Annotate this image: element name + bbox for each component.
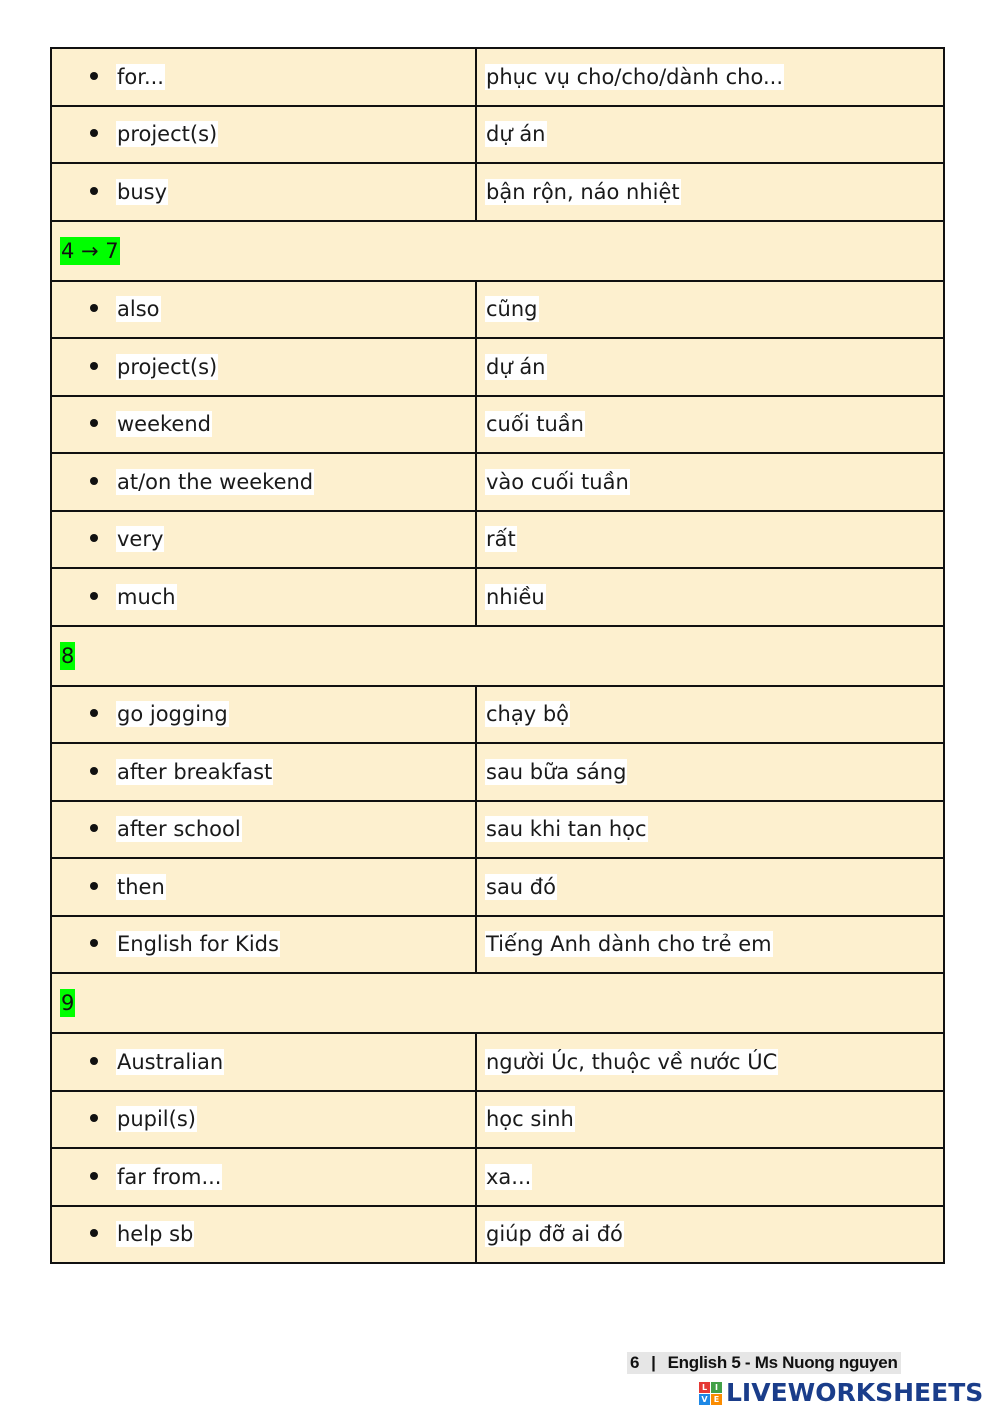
logo-tile: I xyxy=(711,1382,722,1393)
vocab-row xyxy=(51,511,944,569)
bullet-icon xyxy=(90,72,98,80)
bullet-icon xyxy=(90,1114,98,1122)
bullet-icon xyxy=(90,709,98,717)
vocab-meaning: rất xyxy=(486,527,516,552)
term-cell xyxy=(51,568,476,626)
vocab-term: much xyxy=(117,584,176,609)
vocab-meaning: bận rộn, náo nhiệt xyxy=(486,179,680,204)
meaning-cell xyxy=(476,801,944,859)
vocab-meaning: dự án xyxy=(486,122,546,147)
vocab-term: project(s) xyxy=(117,354,218,379)
vocab-row xyxy=(51,396,944,454)
bullet-icon xyxy=(90,129,98,137)
vocab-term: then xyxy=(117,874,165,899)
vocab-term: Australian xyxy=(117,1049,224,1074)
meaning-cell xyxy=(476,453,944,511)
vocab-meaning: người Úc, thuộc về nước ÚC xyxy=(486,1049,778,1074)
section-label: 4 → 7 xyxy=(61,238,119,263)
term-cell xyxy=(51,511,476,569)
meaning-cell xyxy=(476,1033,944,1091)
vocab-term: busy xyxy=(117,179,168,204)
vocab-row xyxy=(51,858,944,916)
term-cell xyxy=(51,453,476,511)
bullet-icon xyxy=(90,534,98,542)
term-cell xyxy=(51,1091,476,1149)
term-cell xyxy=(51,1033,476,1091)
term-cell xyxy=(51,281,476,339)
vocab-meaning: phục vụ cho/cho/dành cho... xyxy=(486,64,783,89)
vocab-meaning: vào cuối tuần xyxy=(486,469,629,494)
bullet-icon xyxy=(90,767,98,775)
section-header-cell xyxy=(51,973,944,1033)
meaning-cell xyxy=(476,568,944,626)
liveworksheets-logo-icon xyxy=(699,1382,722,1405)
meaning-cell xyxy=(476,1091,944,1149)
meaning-cell xyxy=(476,1206,944,1264)
vocab-term: at/on the weekend xyxy=(117,469,314,494)
meaning-cell xyxy=(476,396,944,454)
vocab-row xyxy=(51,338,944,396)
meaning-cell xyxy=(476,858,944,916)
footer-title: English 5 - Ms Nuong nguyen xyxy=(667,1353,898,1372)
bullet-icon xyxy=(90,939,98,947)
bullet-icon xyxy=(90,824,98,832)
vocab-meaning: sau đó xyxy=(486,874,556,899)
term-cell xyxy=(51,1206,476,1264)
section-header-row xyxy=(51,626,944,686)
bullet-icon xyxy=(90,304,98,312)
meaning-cell xyxy=(476,743,944,801)
vocab-term: far from... xyxy=(117,1164,222,1189)
term-cell xyxy=(51,743,476,801)
meaning-cell xyxy=(476,916,944,974)
bullet-icon xyxy=(90,187,98,195)
vocab-term: help sb xyxy=(117,1222,194,1247)
bullet-icon xyxy=(90,1229,98,1237)
vocab-term: after breakfast xyxy=(117,759,273,784)
term-cell xyxy=(51,858,476,916)
section-header-cell xyxy=(51,626,944,686)
section-label: 9 xyxy=(61,991,75,1015)
vocab-row xyxy=(51,163,944,221)
bullet-icon xyxy=(90,1057,98,1065)
meaning-cell xyxy=(476,338,944,396)
bullet-icon xyxy=(90,1172,98,1180)
meaning-cell xyxy=(476,106,944,164)
term-cell xyxy=(51,163,476,221)
meaning-cell xyxy=(476,48,944,106)
section-header-row xyxy=(51,973,944,1033)
bullet-icon xyxy=(90,362,98,370)
section-header-cell xyxy=(51,221,944,281)
liveworksheets-brand[interactable] xyxy=(699,1378,983,1408)
bullet-icon xyxy=(90,419,98,427)
vocab-meaning: xa... xyxy=(486,1164,532,1189)
vocab-row xyxy=(51,1091,944,1149)
vocab-term: very xyxy=(117,527,164,552)
term-cell xyxy=(51,396,476,454)
vocab-meaning: nhiều xyxy=(486,584,545,609)
vocab-row xyxy=(51,743,944,801)
vocab-row xyxy=(51,281,944,339)
vocab-row xyxy=(51,1206,944,1264)
vocabulary-table-body xyxy=(51,48,944,1263)
vocab-row xyxy=(51,1148,944,1206)
meaning-cell xyxy=(476,686,944,744)
brand-name: LIVEWORKSHEETS xyxy=(726,1378,984,1407)
term-cell xyxy=(51,338,476,396)
vocab-term: after school xyxy=(117,817,241,842)
vocab-term: pupil(s) xyxy=(117,1107,196,1132)
logo-tile: V xyxy=(699,1394,710,1405)
vocab-term: go jogging xyxy=(117,702,228,727)
term-cell xyxy=(51,1148,476,1206)
vocab-meaning: chạy bộ xyxy=(486,702,570,727)
vocab-row xyxy=(51,568,944,626)
logo-tile: L xyxy=(699,1382,710,1393)
section-label: 8 xyxy=(61,643,75,668)
vocab-row xyxy=(51,48,944,106)
vocab-row xyxy=(51,453,944,511)
vocab-row xyxy=(51,1033,944,1091)
vocab-row xyxy=(51,801,944,859)
term-cell xyxy=(51,106,476,164)
vocab-meaning: sau bữa sáng xyxy=(486,759,627,784)
page-number: 6 xyxy=(630,1353,640,1372)
vocab-term: English for Kids xyxy=(117,932,279,957)
term-cell xyxy=(51,916,476,974)
vocab-meaning: giúp đỡ ai đó xyxy=(486,1222,623,1247)
vocab-meaning: dự án xyxy=(486,354,546,379)
footer-separator: | xyxy=(651,1353,656,1372)
vocab-meaning: cuối tuần xyxy=(486,412,584,437)
vocab-term: project(s) xyxy=(117,122,218,147)
vocab-term: for... xyxy=(117,64,164,89)
bullet-icon xyxy=(90,882,98,890)
logo-tile: E xyxy=(711,1394,722,1405)
vocab-term: weekend xyxy=(117,412,211,437)
vocab-meaning: học sinh xyxy=(486,1107,574,1132)
vocabulary-table xyxy=(50,47,945,1264)
bullet-icon xyxy=(90,477,98,485)
vocab-row xyxy=(51,916,944,974)
term-cell xyxy=(51,801,476,859)
meaning-cell xyxy=(476,1148,944,1206)
vocab-meaning: Tiếng Anh dành cho trẻ em xyxy=(486,932,772,957)
page-footer xyxy=(627,1352,901,1374)
term-cell xyxy=(51,686,476,744)
bullet-icon xyxy=(90,592,98,600)
section-header-row xyxy=(51,221,944,281)
vocab-row xyxy=(51,686,944,744)
term-cell xyxy=(51,48,476,106)
meaning-cell xyxy=(476,511,944,569)
vocab-term: also xyxy=(117,297,160,322)
meaning-cell xyxy=(476,163,944,221)
vocab-row xyxy=(51,106,944,164)
vocab-meaning: cũng xyxy=(486,297,538,322)
vocab-meaning: sau khi tan học xyxy=(486,817,647,842)
meaning-cell xyxy=(476,281,944,339)
